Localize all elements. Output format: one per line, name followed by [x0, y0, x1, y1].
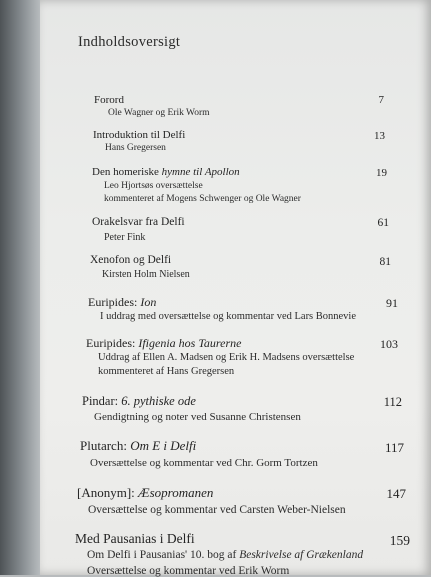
toc-entry-title: Den homeriske hymne til Apollon [92, 166, 240, 178]
toc-entry-title: Euripides: Ifigenia hos Taurerne [86, 336, 242, 350]
toc-entry-author: Gendigtning og noter ved Susanne Christensen [94, 411, 301, 423]
toc-entry-title: Introduktion til Delfi [93, 129, 186, 141]
toc-entry-author: Ole Wagner og Erik Worm [108, 108, 210, 118]
toc-entry-title: Pindar: 6. pythiske ode [82, 394, 196, 408]
toc-entry-author: Oversættelse og kommentar ved Carsten Weber-Nielsen [88, 504, 346, 516]
toc-entry-title: Xenofon og Delfi [90, 254, 172, 266]
toc-entry-author: Oversættelse og kommentar ved Erik Worm [87, 565, 290, 577]
toc-entry-page: 112 [383, 395, 402, 409]
toc-entry-author: kommenteret af Mogens Schwenger og Ole Wagner [104, 194, 301, 204]
toc-entry-title: Euripides: Ion [88, 295, 157, 309]
toc-entry-author: Peter Fink [104, 232, 146, 243]
toc-entry-author: I uddrag med oversættelse og kommentar ved Lars Bonnevie [100, 311, 357, 322]
toc-entry-page: 61 [377, 217, 389, 229]
toc-entry-page: 7 [378, 94, 384, 106]
toc-entry-page: 103 [380, 337, 398, 351]
toc-entry-title: Med Pausanias i Delfi [75, 531, 195, 546]
toc-entry-description: Om Delfi i Pausanias' 10. bog af Beskrivelse af Grækenland [87, 549, 364, 561]
toc-entry-title: Orakelsvar fra Delfi [92, 216, 185, 228]
toc-entry-author: kommenteret af Hans Gregersen [98, 366, 235, 377]
toc-entry-page: 81 [379, 256, 391, 268]
toc-entry-page: 13 [374, 130, 385, 142]
toc-entry-author: Kirsten Holm Nielsen [102, 269, 190, 280]
toc-entry-page: 91 [386, 296, 398, 310]
toc-entry-title: Forord [94, 94, 124, 106]
toc-entry-author: Leo Hjortsøs oversættelse [104, 181, 203, 191]
toc-entry-author: Hans Gregersen [105, 143, 166, 153]
toc-entry-author: Oversættelse og kommentar ved Chr. Gorm Tortzen [90, 457, 318, 469]
toc-entry-page: 117 [384, 440, 404, 455]
page-title: Indholdsoversigt [78, 34, 181, 50]
toc-entry-title: Plutarch: Om E i Delfi [80, 438, 197, 453]
toc-entry-title: [Anonym]: Æsopromanen [77, 485, 214, 500]
toc-entry-page: 147 [386, 486, 406, 501]
toc-entry-page: 19 [376, 167, 387, 179]
toc-entry-page: 159 [389, 533, 410, 548]
toc-entry-author: Uddrag af Ellen A. Madsen og Erik H. Madsens oversættelse [98, 352, 355, 363]
